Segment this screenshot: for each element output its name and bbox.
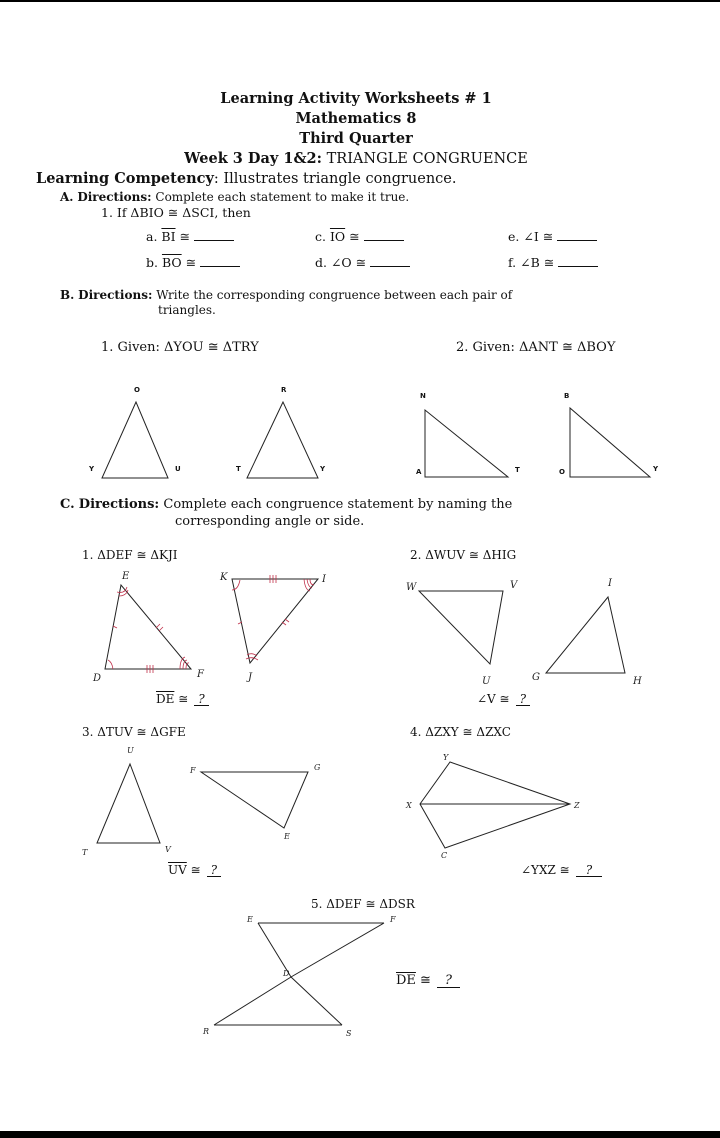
label-f: F: [197, 669, 204, 680]
problem-1-statement: $\overline{DE}$ ≅ ?: [156, 693, 209, 706]
label-c: C: [441, 851, 448, 860]
problem-5-statement: $\overline{DE}$ ≅ ?: [396, 974, 460, 988]
label-x: X: [406, 801, 412, 810]
label-r: R: [281, 386, 287, 394]
triangle-ant: [425, 410, 508, 477]
label-f: F: [390, 915, 396, 924]
label-t: T: [82, 848, 88, 857]
triangle-tuv: [97, 764, 160, 843]
section-a-e: e. ∠I ≅: [508, 230, 597, 244]
label-a: A: [416, 468, 422, 476]
section-a-d: d. ∠O ≅: [315, 256, 410, 270]
segment-df: [291, 923, 384, 977]
segment-rd: [214, 977, 291, 1025]
section-b-directions-cont: triangles.: [158, 303, 216, 317]
section-a-a: a. $\overline{BI}$ ≅: [146, 230, 234, 244]
section-a-directions: A. Directions: Complete each statement to make it true.: [60, 190, 410, 204]
section-b-directions: B. Directions: Write the corresponding congruence between each pair of: [60, 288, 513, 302]
label-j: J: [248, 672, 253, 683]
section-a-b: b. $\overline{BO}$ ≅: [146, 256, 240, 270]
label-s: S: [346, 1029, 352, 1038]
label-y: Y: [653, 465, 659, 473]
problem-2-title: 2. ΔWUV ≅ ΔHIG: [410, 548, 517, 562]
label-h: H: [633, 676, 642, 687]
label-r: R: [203, 1027, 210, 1036]
label-y: Y: [320, 465, 326, 473]
label-b: B: [564, 392, 570, 400]
triangle-wuv: [419, 591, 503, 664]
quarter-title: Third Quarter: [299, 130, 413, 147]
bottom-border: [0, 1131, 720, 1138]
label-v: V: [165, 845, 171, 854]
section-a-item-1: 1. If ΔBIO ≅ ΔSCI, then: [101, 205, 251, 220]
label-k: K: [220, 572, 228, 583]
label-w: W: [406, 582, 417, 593]
triangle-try: [247, 402, 318, 478]
problem-3-title: 3. ΔTUV ≅ ΔGFE: [82, 725, 186, 739]
label-t: T: [515, 466, 520, 474]
label-u: U: [175, 465, 181, 473]
section-a-f: f. ∠B ≅: [508, 256, 598, 270]
triangle-boy: [570, 408, 650, 477]
section-c-directions-cont: corresponding angle or side.: [175, 514, 365, 529]
label-n: N: [420, 392, 426, 400]
learning-competency: Learning Competency: Illustrates triangle congruence.: [36, 170, 457, 187]
label-i: I: [322, 574, 326, 585]
problem-4-statement: ∠YXZ ≅ ?: [521, 864, 602, 877]
label-o: O: [559, 468, 565, 476]
label-f: F: [190, 766, 196, 775]
subject-title: Mathematics 8: [295, 110, 417, 127]
problem-3-statement: $\overline{UV}$ ≅ ?: [168, 864, 221, 877]
label-e: E: [247, 915, 253, 924]
label-y: Y: [443, 753, 449, 762]
label-g: G: [532, 672, 540, 683]
label-y: Y: [89, 465, 95, 473]
label-e: E: [122, 571, 130, 582]
triangle-hig: [546, 597, 625, 673]
problem-4-title: 4. ΔZXY ≅ ΔZXC: [410, 725, 511, 739]
label-e: E: [284, 832, 290, 841]
worksheet-title: Learning Activity Worksheets # 1: [220, 90, 492, 107]
congruence-marks: [108, 575, 314, 673]
label-u: U: [482, 676, 491, 687]
problem-2-statement: ∠V ≅ ?: [477, 693, 530, 706]
label-v: V: [510, 580, 518, 591]
label-d: D: [283, 969, 290, 978]
label-u: U: [127, 746, 134, 755]
figure-zxyc: [420, 762, 570, 848]
label-t: T: [236, 465, 241, 473]
triangle-kji: [232, 579, 318, 663]
label-z: Z: [574, 801, 580, 810]
section-b-given-2: 2. Given: ΔANT ≅ ΔBOY: [456, 340, 616, 355]
triangle-def: [105, 585, 191, 669]
week-title: Week 3 Day 1&2: TRIANGLE CONGRUENCE: [184, 150, 528, 167]
label-d: D: [93, 673, 102, 684]
label-o: O: [134, 386, 140, 394]
problem-1-title: 1. ΔDEF ≅ ΔKJI: [82, 548, 178, 562]
triangle-you: [102, 402, 168, 478]
section-a-c: c. $\overline{IO}$ ≅: [315, 230, 404, 244]
label-i: I: [608, 578, 612, 589]
section-b-given-1: 1. Given: ΔYOU ≅ ΔTRY: [101, 340, 259, 355]
section-c-directions: C. Directions: Complete each congruence statement by naming the: [60, 497, 513, 512]
segment-ds: [291, 977, 342, 1025]
label-g: G: [314, 763, 321, 772]
problem-5-title: 5. ΔDEF ≅ ΔDSR: [311, 897, 415, 911]
triangle-gfe: [201, 772, 308, 828]
